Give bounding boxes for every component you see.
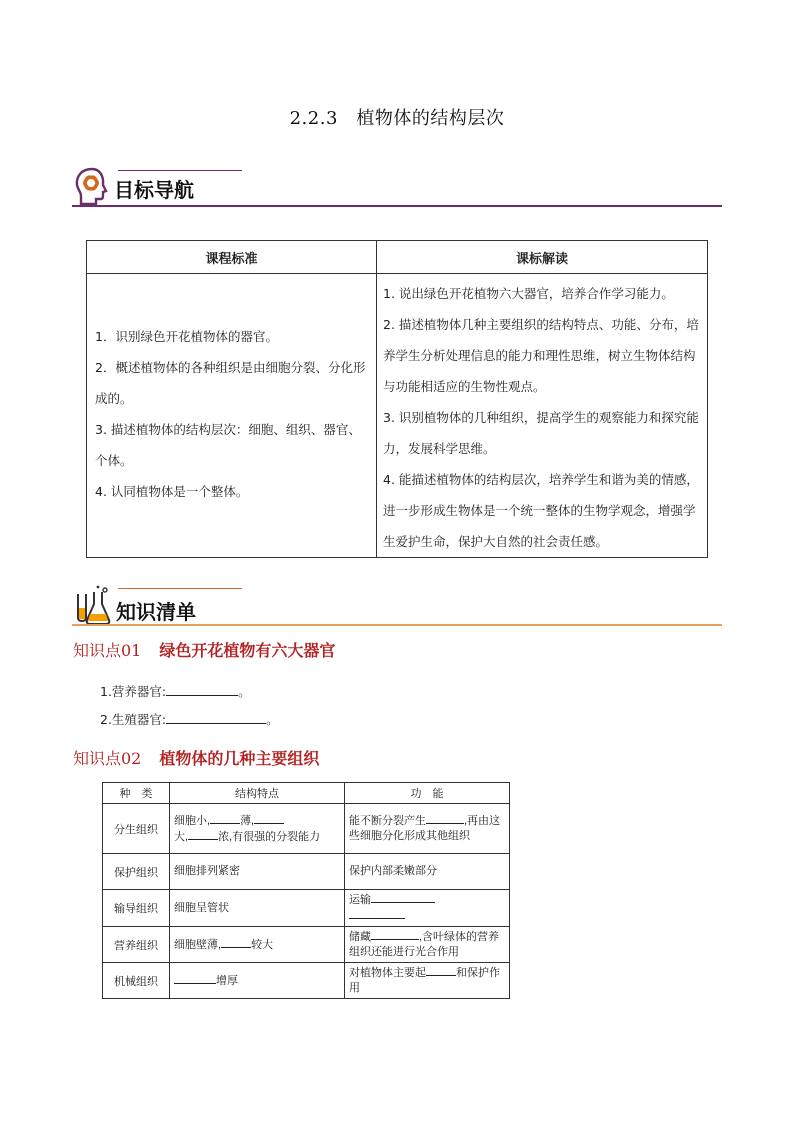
knowledge-point-1-heading (73, 638, 335, 661)
table-header-row (103, 783, 510, 804)
tissue-type: 营养组织 (103, 927, 170, 963)
answer-blank[interactable] (166, 711, 266, 724)
head-brain-icon (72, 166, 110, 206)
tissue-type: 输导组织 (103, 890, 170, 927)
line-prefix: 2.生殖器官: (100, 712, 167, 727)
answer-blank[interactable] (426, 965, 456, 976)
tissue-structure (170, 804, 345, 854)
header-course-standard: 课程标准 (87, 241, 377, 274)
fill-blank-line (100, 710, 279, 728)
answer-blank[interactable] (221, 937, 251, 948)
list-item: 1. 说出绿色开花植物六大器官，培养合作学习能力。 (383, 286, 674, 301)
tissue-function: 保护内部柔嫩部分 (345, 854, 510, 890)
section-label: 知识清单 (116, 600, 196, 624)
tissue-function (345, 804, 510, 854)
cell-text: ,再由这些细胞分化形成其他组织 (349, 815, 501, 842)
section-divider (72, 624, 722, 626)
tissue-type: 保护组织 (103, 854, 170, 890)
list-item: 3. 识别植物体的几种组织，提高学生的观察能力和探究能力，发展科学思维。 (383, 410, 699, 456)
list-item: 1．识别绿色开花植物体的器官。 (95, 329, 278, 344)
cell-text: 和保护作用 (349, 967, 500, 994)
section-header-knowledge (72, 584, 722, 628)
tissue-table (102, 782, 510, 999)
knowledge-point-2-heading (73, 746, 319, 769)
tissue-structure (170, 963, 345, 999)
answer-blank[interactable] (371, 929, 419, 940)
standards-table (86, 240, 708, 558)
cell-text: 能不断分裂产生 (349, 815, 426, 827)
cell-text: ,含叶绿体的营养组织还能进行光合作用 (349, 931, 500, 958)
section-label: 目标导航 (114, 178, 194, 202)
page-title: 2.2.3 植物体的结构层次 (289, 108, 505, 129)
table-row (103, 804, 510, 854)
header-accent-line (118, 588, 242, 589)
table-row (103, 854, 510, 890)
knowledge-point-number: 知识点01 (73, 641, 142, 660)
lab-flask-icon (72, 584, 112, 626)
line-prefix: 1.营养器官: (100, 684, 167, 699)
answer-blank[interactable] (371, 892, 435, 903)
table-row (87, 274, 708, 558)
tissue-type: 分生组织 (103, 804, 170, 854)
knowledge-point-title: 绿色开花植物有六大器官 (159, 641, 336, 660)
line-suffix: 。 (266, 712, 279, 727)
tissue-type: 机械组织 (103, 963, 170, 999)
answer-blank[interactable] (166, 683, 238, 696)
answer-blank[interactable] (174, 973, 216, 984)
header-type: 种 类 (103, 783, 170, 804)
knowledge-point-number: 知识点02 (73, 749, 142, 768)
line-suffix: 。 (238, 684, 251, 699)
cell-text: 细胞壁薄, (174, 938, 222, 951)
table-row (103, 927, 510, 963)
tissue-function (345, 927, 510, 963)
answer-blank[interactable] (188, 829, 218, 840)
tissue-structure: 细胞排列紧密 (170, 854, 345, 890)
section-divider (72, 205, 722, 207)
section-header-goals (72, 164, 722, 208)
tissue-function (345, 963, 510, 999)
tissue-structure (170, 927, 345, 963)
course-standard-cell (87, 274, 377, 558)
tissue-function (345, 890, 510, 927)
fill-blank-line (100, 682, 251, 700)
cell-text: 对植物体主要起 (349, 967, 426, 979)
answer-blank[interactable] (210, 813, 240, 824)
list-item: 3. 描述植物体的结构层次：细胞、组织、器官、个体。 (95, 422, 361, 468)
cell-text: 细胞小, (174, 814, 211, 827)
answer-blank[interactable] (426, 813, 464, 824)
list-item: 4. 能描述植物体的结构层次，培养学生和谐为美的情感，进一步形成生物体是一个统一整体的生物学观念，增强学生爱护生命，保护大自然的社会责任感。 (383, 472, 699, 549)
list-item: 2. 描述植物体几种主要组织的结构特点、功能、分布，培养学生分析处理信息的能力和理性思维，树立生物体结构与功能相适应的生物性观点。 (383, 317, 699, 394)
knowledge-point-title: 植物体的几种主要组织 (159, 749, 320, 768)
tissue-structure: 细胞呈管状 (170, 890, 345, 927)
interpretation-cell (377, 274, 708, 558)
answer-blank[interactable] (254, 813, 284, 824)
cell-text: 浓,有很强的分裂能力 (218, 830, 321, 843)
table-row (103, 963, 510, 999)
cell-text: 增厚 (216, 974, 238, 987)
cell-text: 储藏 (349, 931, 371, 943)
table-row (103, 890, 510, 927)
cell-text: 较大 (251, 938, 274, 951)
cell-text: 大, (174, 830, 189, 843)
list-item: 2．概述植物体的各种组织是由细胞分裂、分化形成的。 (95, 360, 366, 406)
answer-blank[interactable] (349, 908, 405, 919)
cell-text: 薄, (240, 814, 255, 827)
table-header-row (87, 241, 708, 274)
header-function: 功 能 (345, 783, 510, 804)
cell-text: 运输 (349, 894, 371, 906)
list-item: 4. 认同植物体是一个整体。 (95, 484, 249, 499)
header-structure: 结构特点 (170, 783, 345, 804)
header-standard-interpretation: 课标解读 (377, 241, 708, 274)
header-accent-line (118, 170, 242, 171)
